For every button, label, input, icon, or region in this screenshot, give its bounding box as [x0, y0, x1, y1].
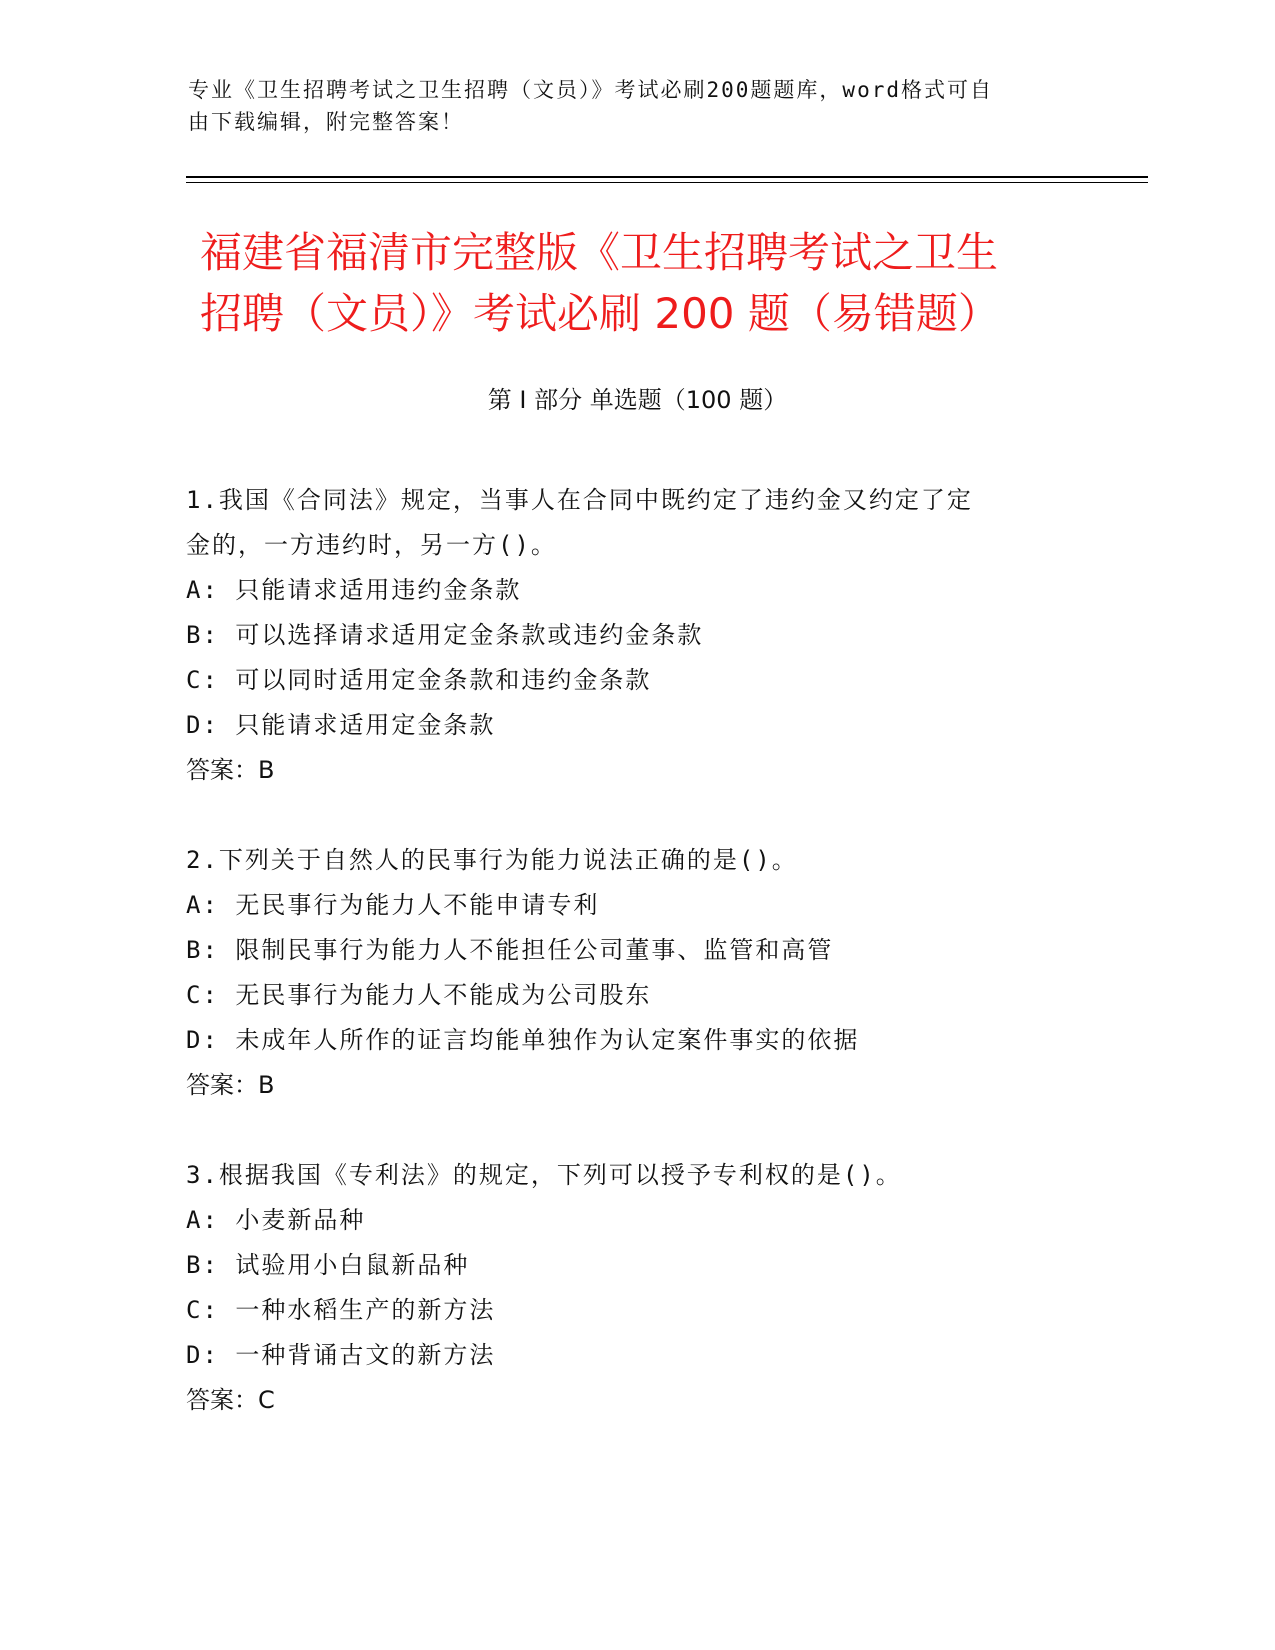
header-divider-thick [186, 176, 1148, 178]
document-title [200, 222, 1100, 344]
answer: 答案：B [186, 756, 275, 784]
question-2 [186, 838, 1066, 1108]
header-divider-thin [186, 182, 1148, 183]
option-d: D: 未成年人所作的证言均能单独作为认定案件事实的依据 [186, 1026, 860, 1054]
answer: 答案：B [186, 1071, 275, 1099]
option-c: C: 一种水稻生产的新方法 [186, 1296, 496, 1324]
answer: 答案：C [186, 1386, 275, 1414]
option-b: B: 试验用小白鼠新品种 [186, 1251, 470, 1279]
header-note [188, 74, 1088, 138]
option-a: A: 只能请求适用违约金条款 [186, 576, 522, 604]
option-a: A: 小麦新品种 [186, 1206, 366, 1234]
document-title-line-2: 招聘（文员）》考试必刷 200 题（易错题） [200, 289, 1000, 338]
option-c: C: 可以同时适用定金条款和违约金条款 [186, 666, 652, 694]
option-d: D: 只能请求适用定金条款 [186, 711, 496, 739]
question-3 [186, 1153, 1066, 1423]
option-b: B: 可以选择请求适用定金条款或违约金条款 [186, 621, 704, 649]
question-stem-line: 1.我国《合同法》规定，当事人在合同中既约定了违约金又约定了定 [186, 486, 973, 514]
question-stem-line: 2.下列关于自然人的民事行为能力说法正确的是()。 [186, 846, 798, 874]
question-list [186, 478, 1066, 1423]
header-note-line-2: 由下载编辑，附完整答案！ [188, 110, 464, 134]
document-title-line-1: 福建省福清市完整版《卫生招聘考试之卫生 [200, 228, 999, 277]
option-c: C: 无民事行为能力人不能成为公司股东 [186, 981, 652, 1009]
question-spacer [186, 1108, 1066, 1153]
option-a: A: 无民事行为能力人不能申请专利 [186, 891, 600, 919]
question-stem-line: 金的，一方违约时，另一方()。 [186, 531, 557, 559]
question-stem-line: 3.根据我国《专利法》的规定，下列可以授予专利权的是()。 [186, 1161, 902, 1189]
option-b: B: 限制民事行为能力人不能担任公司董事、监管和高管 [186, 936, 834, 964]
option-d: D: 一种背诵古文的新方法 [186, 1341, 496, 1369]
question-1 [186, 478, 1066, 793]
section-title: 第 I 部分 单选题（100 题） [487, 386, 788, 414]
header-note-line-1: 专业《卫生招聘考试之卫生招聘（文员）》考试必刷200题题库，word格式可自 [188, 78, 993, 102]
question-spacer [186, 793, 1066, 838]
